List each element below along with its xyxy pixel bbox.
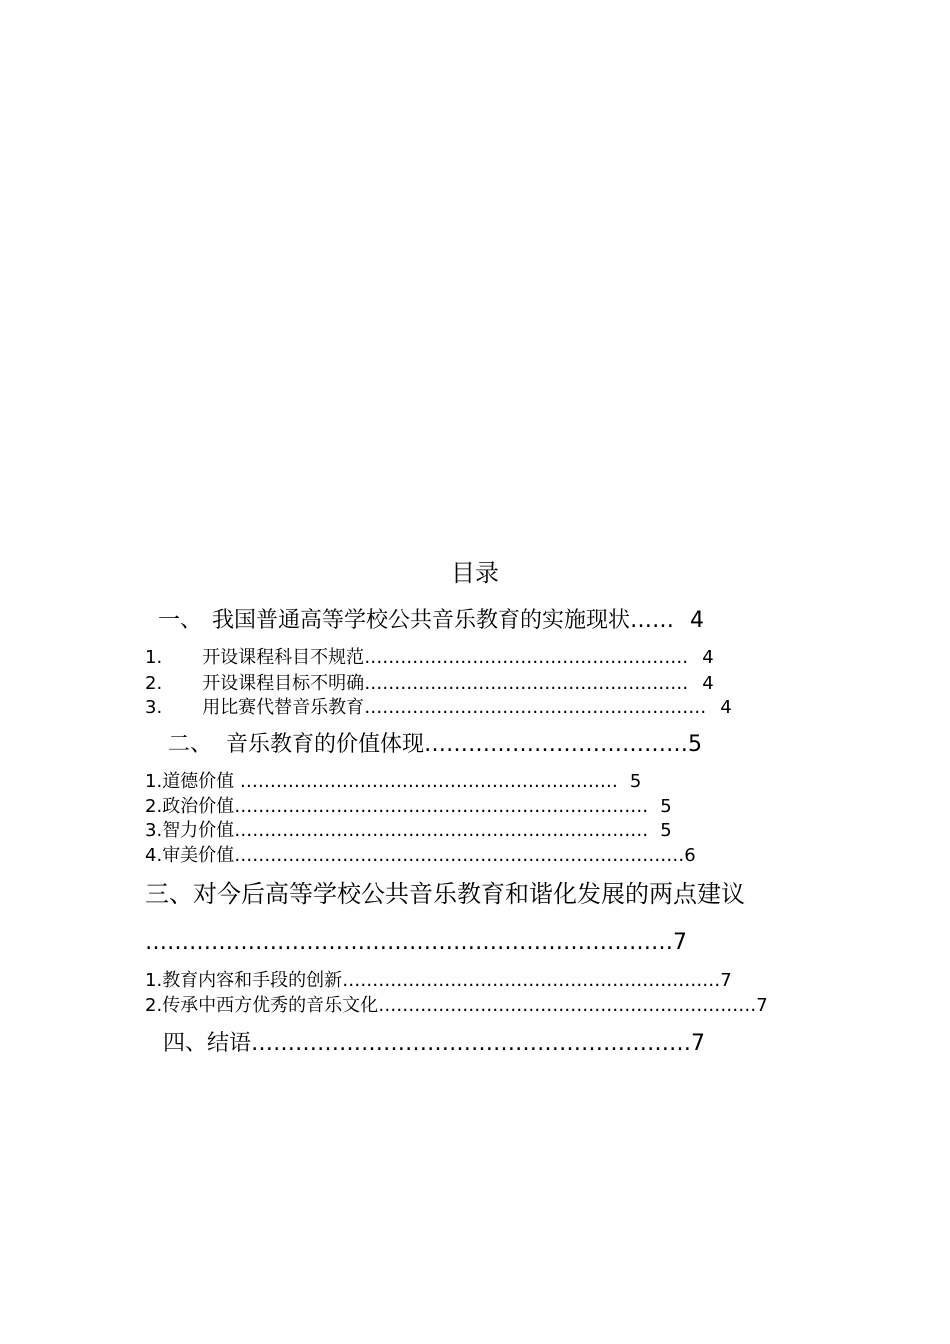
toc-entry-label: 传承中西方优秀的音乐文化 xyxy=(162,995,379,1016)
toc-entry-label: 政治价值 xyxy=(162,796,235,817)
toc-entry-page: 7 xyxy=(720,970,732,991)
toc-entry-number: 2. xyxy=(145,673,163,694)
toc-entry-number: 1. xyxy=(145,970,163,991)
toc-entry-number: 3. xyxy=(145,820,163,841)
toc-leader-dots: ………………………………………………… xyxy=(364,697,707,718)
toc-entry-page: 4 xyxy=(720,697,732,718)
toc-entry-2-3 xyxy=(145,820,672,842)
toc-entry-label: 教育内容和手段的创新 xyxy=(162,970,343,991)
toc-entry-page: 5 xyxy=(660,796,672,817)
toc-entry-page: 7 xyxy=(756,995,768,1016)
toc-entry-number: 2. xyxy=(145,995,163,1016)
toc-entry-number: 四、 xyxy=(163,1031,208,1056)
toc-entry-section-3-leader xyxy=(145,930,687,956)
toc-entry-page: 5 xyxy=(660,820,672,841)
toc-entry-3-1 xyxy=(145,970,732,992)
toc-title: 目录 xyxy=(451,559,499,587)
toc-leader-dots: …………………………………………………………… xyxy=(234,796,649,817)
toc-entry-page: 5 xyxy=(629,771,642,792)
toc-entry-number: 3. xyxy=(145,697,163,718)
toc-entry-label: 开设课程目标不明确 xyxy=(202,673,365,694)
toc-entry-label: 对今后高等学校公共音乐教育和谐化发展的两点建议 xyxy=(193,880,745,908)
toc-leader-dots: ………………………………………………………………… xyxy=(234,845,685,866)
toc-entry-number: 2. xyxy=(145,796,163,817)
toc-entry-section-1 xyxy=(158,608,704,634)
toc-entry-label: 用比赛代替音乐教育 xyxy=(202,697,365,718)
toc-entry-number: 三、 xyxy=(145,880,193,908)
toc-leader-dots: ……………………………………………… xyxy=(364,647,689,668)
toc-leader-dots: …………………………………………………………… xyxy=(234,820,649,841)
toc-entry-number: 二、 xyxy=(168,732,213,757)
toc-leader-dots: ……………………………………………………… xyxy=(342,970,721,991)
toc-leader-dots: ……………………………………………………………… xyxy=(145,930,673,955)
toc-entry-page: 6 xyxy=(684,845,696,866)
toc-entry-label: 结语 xyxy=(207,1031,252,1056)
toc-entry-label: 道德价值 xyxy=(162,771,235,792)
toc-entry-label: 审美价值 xyxy=(162,845,235,866)
toc-entry-1-1 xyxy=(145,647,714,669)
toc-entry-2-4 xyxy=(145,845,696,867)
toc-leader-dots: ……………………………………………………… xyxy=(378,995,757,1016)
toc-entry-number: 1. xyxy=(145,771,163,792)
toc-entry-1-2 xyxy=(145,673,714,695)
toc-entry-number: 4. xyxy=(145,845,163,866)
toc-leader-dots: ……………………………………………………… xyxy=(234,771,618,792)
toc-entry-section-4 xyxy=(163,1031,705,1057)
toc-leader-dots: …… xyxy=(630,608,675,633)
toc-entry-section-2 xyxy=(168,732,702,758)
toc-entry-page: 7 xyxy=(691,1031,706,1056)
toc-entry-label: 智力价值 xyxy=(162,820,235,841)
toc-entry-page: 7 xyxy=(673,930,687,955)
toc-entry-3-2 xyxy=(145,995,768,1017)
toc-entry-number: 1. xyxy=(145,647,163,668)
toc-leader-dots: ……………………………… xyxy=(424,732,689,757)
toc-entry-page: 4 xyxy=(690,608,705,633)
toc-entry-page: 5 xyxy=(688,732,703,757)
toc-entry-2-2 xyxy=(145,796,672,818)
toc-entry-label: 开设课程科目不规范 xyxy=(202,647,365,668)
toc-entry-page: 4 xyxy=(702,673,714,694)
toc-leader-dots: …………………………………………………… xyxy=(251,1031,692,1056)
toc-leader-dots: ……………………………………………… xyxy=(364,673,689,694)
toc-entry-label: 音乐教育的价值体现 xyxy=(226,732,425,757)
toc-entry-page: 4 xyxy=(702,647,714,668)
toc-entry-1-3 xyxy=(145,697,732,719)
toc-entry-number: 一、 xyxy=(158,608,203,633)
toc-entry-label: 我国普通高等学校公共音乐教育的实施现状 xyxy=(212,608,631,633)
toc-entry-2-1 xyxy=(145,771,641,793)
toc-entry-section-3 xyxy=(145,880,745,909)
